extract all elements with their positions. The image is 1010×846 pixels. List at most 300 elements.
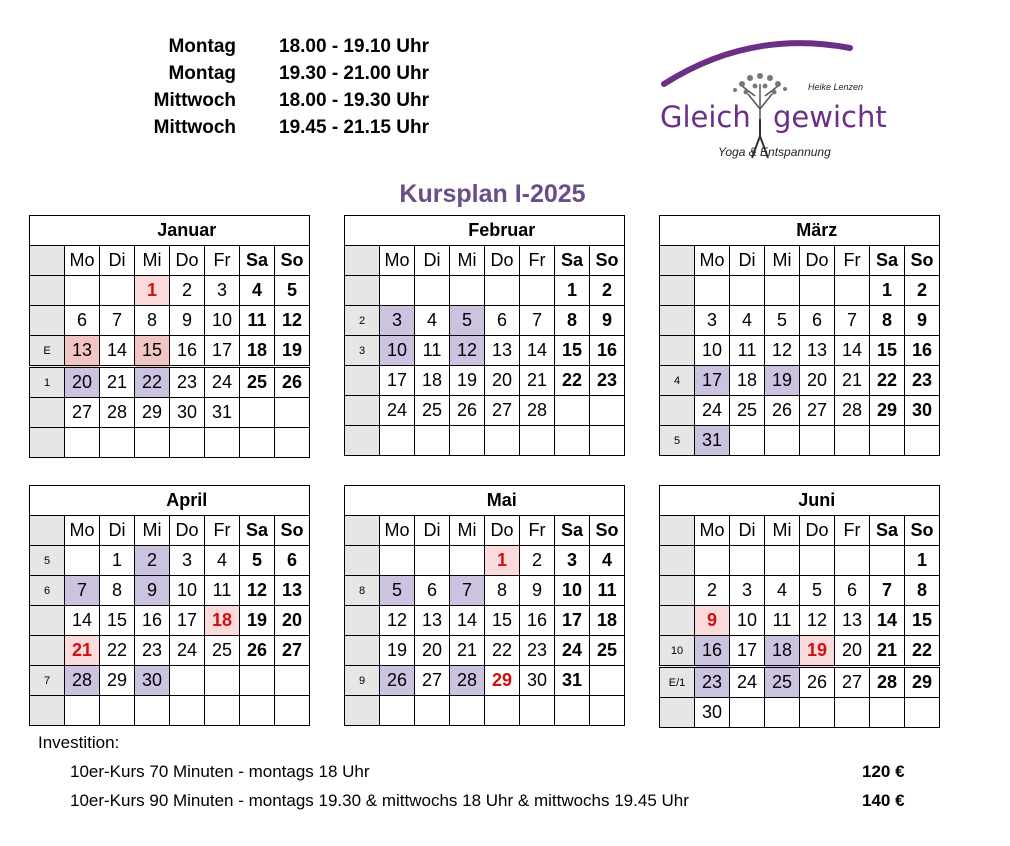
- month-name: Januar: [65, 216, 310, 246]
- course-week-number: [345, 696, 380, 726]
- calendar-day: 2: [695, 576, 730, 606]
- calendar-day: [380, 696, 415, 726]
- course-week-number: [660, 336, 695, 366]
- calendar-day: 7: [870, 576, 905, 606]
- weekday-header: So: [905, 246, 940, 276]
- calendar-day: 7: [100, 306, 135, 336]
- calendar-day: 13: [835, 606, 870, 636]
- course-week-number: [30, 276, 65, 306]
- calendar-day: 16: [590, 336, 625, 366]
- calendar-day: 26: [240, 636, 275, 666]
- course-week-number: 10: [660, 636, 695, 667]
- weekday-header: Sa: [555, 246, 590, 276]
- weekday-header: Fr: [205, 516, 240, 546]
- calendar-day: 13: [485, 336, 520, 366]
- calendar-day: 20: [485, 366, 520, 396]
- course-week-number: [660, 606, 695, 636]
- calendar-day: [730, 276, 765, 306]
- weekday-header: Do: [800, 246, 835, 276]
- weekday-header: Di: [415, 516, 450, 546]
- calendar-day: [870, 698, 905, 728]
- course-week-number: [345, 546, 380, 576]
- calendar-day: [415, 696, 450, 726]
- calendar-day: [905, 698, 940, 728]
- brand-logo: [660, 34, 900, 164]
- calendar-day: 1: [135, 276, 170, 306]
- calendar-day: 29: [135, 398, 170, 428]
- course-week-number: [660, 306, 695, 336]
- calendar-day: 13: [275, 576, 310, 606]
- calendar-day: [520, 276, 555, 306]
- calendar-day: 17: [555, 606, 590, 636]
- course-week-number: E/1: [660, 667, 695, 698]
- calendar-day: 4: [205, 546, 240, 576]
- calendar-day: 24: [380, 396, 415, 426]
- calendar-day: 20: [800, 366, 835, 396]
- weekday-header: Mi: [450, 516, 485, 546]
- schedule-day: Montag: [168, 63, 236, 84]
- calendar-day: 3: [555, 546, 590, 576]
- calendar-day: 9: [695, 606, 730, 636]
- calendar-day: [170, 666, 205, 696]
- calendar-day: [800, 276, 835, 306]
- month-calendar-juni: [659, 485, 940, 728]
- schedule-time: 19.45 - 21.15 Uhr: [279, 117, 429, 138]
- weekday-header: Do: [485, 516, 520, 546]
- calendar-day: 23: [590, 366, 625, 396]
- month-calendar-mai: [344, 485, 625, 726]
- calendar-day: 19: [450, 366, 485, 396]
- calendar-day: 18: [730, 366, 765, 396]
- weekday-header: Mi: [450, 246, 485, 276]
- weekday-header: Di: [730, 246, 765, 276]
- calendar-day: 9: [905, 306, 940, 336]
- calendar-day: 12: [765, 336, 800, 366]
- calendar-day: [275, 398, 310, 428]
- calendar-day: [65, 276, 100, 306]
- calendar-day: [170, 428, 205, 458]
- course-week-number: [660, 276, 695, 306]
- investment-label: Investition:: [38, 733, 120, 752]
- calendar-day: 20: [65, 367, 100, 398]
- calendar-day: 10: [205, 306, 240, 336]
- course-week-number: 1: [30, 367, 65, 398]
- course-week-number: [345, 606, 380, 636]
- course-week-number: E: [30, 336, 65, 367]
- month-name: Juni: [695, 486, 940, 516]
- calendar-day: [765, 546, 800, 576]
- calendar-day: 17: [170, 606, 205, 636]
- calendar-day: 17: [730, 636, 765, 667]
- calendar-day: 23: [905, 366, 940, 396]
- calendar-day: [765, 426, 800, 456]
- week-number-header: [660, 246, 695, 276]
- calendar-day: [590, 396, 625, 426]
- weekday-header: Do: [170, 246, 205, 276]
- calendar-day: 25: [205, 636, 240, 666]
- month-header-spacer: [30, 216, 65, 246]
- weekday-header: So: [590, 516, 625, 546]
- calendar-day: 16: [170, 336, 205, 367]
- calendar-day: 12: [275, 306, 310, 336]
- calendar-day: [450, 696, 485, 726]
- month-name: Februar: [380, 216, 625, 246]
- calendar-day: 14: [100, 336, 135, 367]
- weekday-header: Di: [100, 246, 135, 276]
- calendar-day: [135, 428, 170, 458]
- calendar-day: 8: [100, 576, 135, 606]
- calendar-day: 11: [730, 336, 765, 366]
- calendar-day: 6: [275, 546, 310, 576]
- calendar-day: [415, 546, 450, 576]
- calendar-day: [555, 426, 590, 456]
- calendar-day: [275, 428, 310, 458]
- calendar-day: 15: [870, 336, 905, 366]
- calendar-day: [380, 276, 415, 306]
- course-week-number: 4: [660, 366, 695, 396]
- weekday-header: Sa: [870, 246, 905, 276]
- calendar-day: 19: [765, 366, 800, 396]
- calendar-day: 16: [135, 606, 170, 636]
- calendar-day: 14: [65, 606, 100, 636]
- calendar-day: [695, 276, 730, 306]
- schedule-day: Montag: [168, 36, 236, 57]
- calendar-day: 1: [100, 546, 135, 576]
- calendar-day: [485, 276, 520, 306]
- calendar-day: 24: [555, 636, 590, 666]
- calendar-day: 11: [415, 336, 450, 366]
- calendar-day: 10: [380, 336, 415, 366]
- calendar-day: [590, 666, 625, 696]
- calendar-day: 20: [415, 636, 450, 666]
- calendar-day: 22: [135, 367, 170, 398]
- calendar-day: [450, 426, 485, 456]
- calendar-day: [100, 696, 135, 726]
- course-week-number: [345, 396, 380, 426]
- weekday-header: So: [590, 246, 625, 276]
- weekday-header: Do: [170, 516, 205, 546]
- calendar-day: 28: [870, 667, 905, 698]
- month-calendar-april: [29, 485, 310, 726]
- weekday-header: Do: [485, 246, 520, 276]
- calendar-day: 27: [415, 666, 450, 696]
- calendar-day: 10: [170, 576, 205, 606]
- calendar-day: [835, 698, 870, 728]
- calendar-day: 13: [800, 336, 835, 366]
- calendar-day: [100, 428, 135, 458]
- calendar-day: [380, 546, 415, 576]
- calendar-day: [65, 428, 100, 458]
- calendar-day: 8: [485, 576, 520, 606]
- calendar-day: 4: [730, 306, 765, 336]
- calendar-day: 7: [65, 576, 100, 606]
- schedule-time: 18.00 - 19.30 Uhr: [279, 90, 429, 111]
- calendar-day: [380, 426, 415, 456]
- month-calendar-märz: [659, 215, 940, 456]
- calendar-day: 3: [380, 306, 415, 336]
- calendar-day: [135, 696, 170, 726]
- weekday-header: Mo: [65, 246, 100, 276]
- calendar-day: 7: [520, 306, 555, 336]
- calendar-day: 30: [170, 398, 205, 428]
- calendar-day: [695, 546, 730, 576]
- calendar-day: [240, 696, 275, 726]
- calendar-day: 15: [100, 606, 135, 636]
- calendar-day: 15: [135, 336, 170, 367]
- schedule-day: Mittwoch: [153, 117, 236, 138]
- calendar-day: [800, 426, 835, 456]
- calendar-day: [450, 276, 485, 306]
- course-week-number: [30, 636, 65, 666]
- calendar-day: 25: [765, 667, 800, 698]
- calendar-day: 29: [100, 666, 135, 696]
- calendar-day: [65, 696, 100, 726]
- course-week-number: 7: [30, 666, 65, 696]
- calendar-day: 31: [555, 666, 590, 696]
- calendar-day: [205, 696, 240, 726]
- calendar-day: 27: [275, 636, 310, 666]
- calendar-day: 22: [905, 636, 940, 667]
- weekday-header: Di: [730, 516, 765, 546]
- calendar-day: 23: [695, 667, 730, 698]
- calendar-day: 14: [520, 336, 555, 366]
- calendar-day: [415, 276, 450, 306]
- calendar-day: 25: [415, 396, 450, 426]
- calendar-day: [275, 666, 310, 696]
- calendar-day: 24: [695, 396, 730, 426]
- calendar-day: 4: [240, 276, 275, 306]
- calendar-day: 5: [380, 576, 415, 606]
- calendar-day: [835, 276, 870, 306]
- calendar-day: 19: [240, 606, 275, 636]
- calendar-day: 13: [65, 336, 100, 367]
- calendar-day: [65, 546, 100, 576]
- week-number-header: [660, 516, 695, 546]
- calendar-day: [520, 426, 555, 456]
- calendar-day: 19: [275, 336, 310, 367]
- calendar-day: [905, 426, 940, 456]
- calendar-day: 6: [800, 306, 835, 336]
- calendar-day: 8: [905, 576, 940, 606]
- calendar-day: 1: [905, 546, 940, 576]
- weekday-header: So: [905, 516, 940, 546]
- calendar-day: [590, 426, 625, 456]
- weekday-header: Mi: [765, 516, 800, 546]
- calendar-day: [730, 426, 765, 456]
- week-number-header: [30, 516, 65, 546]
- calendar-day: 25: [240, 367, 275, 398]
- calendar-day: 3: [730, 576, 765, 606]
- calendar-day: 19: [800, 636, 835, 667]
- calendar-day: [170, 696, 205, 726]
- calendar-day: 16: [520, 606, 555, 636]
- calendar-day: 31: [205, 398, 240, 428]
- calendar-day: 12: [450, 336, 485, 366]
- calendar-day: 28: [835, 396, 870, 426]
- investment-item-price: 140 €: [862, 791, 905, 810]
- calendar-day: [240, 428, 275, 458]
- calendar-day: 19: [380, 636, 415, 666]
- calendar-day: [450, 546, 485, 576]
- weekday-header: Sa: [870, 516, 905, 546]
- week-number-header: [345, 516, 380, 546]
- calendar-day: [800, 698, 835, 728]
- calendar-day: 11: [240, 306, 275, 336]
- weekday-header: Fr: [520, 246, 555, 276]
- month-header-spacer: [660, 216, 695, 246]
- schedule-time: 18.00 - 19.10 Uhr: [279, 36, 429, 57]
- calendar-day: 23: [135, 636, 170, 666]
- calendar-day: 20: [275, 606, 310, 636]
- weekday-header: Mo: [65, 516, 100, 546]
- calendar-day: 23: [520, 636, 555, 666]
- weekday-header: Mo: [380, 246, 415, 276]
- calendar-day: 12: [240, 576, 275, 606]
- calendar-day: 24: [205, 367, 240, 398]
- weekday-header: So: [275, 516, 310, 546]
- calendar-day: 4: [590, 546, 625, 576]
- calendar-day: [835, 546, 870, 576]
- investment-item-text: 10er-Kurs 90 Minuten - montags 19.30 & mittwochs 18 Uhr & mittwochs 19.45 Uhr: [70, 791, 689, 810]
- calendar-day: 2: [905, 276, 940, 306]
- course-week-number: 5: [30, 546, 65, 576]
- weekday-header: Mo: [380, 516, 415, 546]
- calendar-day: [240, 666, 275, 696]
- course-week-number: 2: [345, 306, 380, 336]
- calendar-day: 18: [205, 606, 240, 636]
- calendar-day: [590, 696, 625, 726]
- calendar-day: 26: [765, 396, 800, 426]
- calendar-day: 12: [800, 606, 835, 636]
- calendar-day: 6: [415, 576, 450, 606]
- calendar-day: 31: [695, 426, 730, 456]
- calendar-day: 7: [835, 306, 870, 336]
- calendar-day: 11: [765, 606, 800, 636]
- course-week-number: [345, 426, 380, 456]
- weekday-header: Sa: [555, 516, 590, 546]
- weekday-header: Fr: [205, 246, 240, 276]
- course-week-number: 3: [345, 336, 380, 366]
- weekday-header: Mi: [135, 516, 170, 546]
- calendar-day: 6: [835, 576, 870, 606]
- calendar-day: 21: [450, 636, 485, 666]
- calendar-day: 9: [590, 306, 625, 336]
- month-name: April: [65, 486, 310, 516]
- calendar-day: 22: [485, 636, 520, 666]
- calendar-day: 17: [205, 336, 240, 367]
- calendar-day: 29: [905, 667, 940, 698]
- logo-name-left: Gleich: [660, 100, 751, 134]
- schedule-time: 19.30 - 21.00 Uhr: [279, 63, 429, 84]
- calendar-day: 10: [695, 336, 730, 366]
- weekday-header: Fr: [835, 246, 870, 276]
- calendar-day: 21: [65, 636, 100, 666]
- weekday-header: Di: [415, 246, 450, 276]
- calendar-day: 11: [205, 576, 240, 606]
- calendar-day: 26: [800, 667, 835, 698]
- calendar-day: [205, 666, 240, 696]
- calendar-day: 28: [65, 666, 100, 696]
- calendar-day: 6: [485, 306, 520, 336]
- calendar-day: 21: [520, 366, 555, 396]
- course-week-number: 5: [660, 426, 695, 456]
- calendar-day: [415, 426, 450, 456]
- course-week-number: [345, 366, 380, 396]
- calendar-day: 5: [275, 276, 310, 306]
- calendar-day: 18: [590, 606, 625, 636]
- calendar-day: 3: [695, 306, 730, 336]
- calendar-day: 2: [520, 546, 555, 576]
- calendar-day: 15: [905, 606, 940, 636]
- investment-item-text: 10er-Kurs 70 Minuten - montags 18 Uhr: [70, 762, 370, 781]
- calendar-day: 15: [555, 336, 590, 366]
- course-week-number: [30, 696, 65, 726]
- calendar-day: 29: [870, 396, 905, 426]
- page-title: Kursplan I-2025: [399, 180, 586, 208]
- calendar-day: [485, 696, 520, 726]
- calendar-day: 13: [415, 606, 450, 636]
- calendar-day: 4: [765, 576, 800, 606]
- weekday-header: Sa: [240, 516, 275, 546]
- calendar-day: 29: [485, 666, 520, 696]
- month-header-spacer: [345, 486, 380, 516]
- calendar-day: 8: [870, 306, 905, 336]
- course-week-number: [660, 546, 695, 576]
- calendar-day: [870, 546, 905, 576]
- course-week-number: [345, 276, 380, 306]
- calendar-day: 26: [275, 367, 310, 398]
- calendar-day: 16: [695, 636, 730, 667]
- calendar-day: 27: [835, 667, 870, 698]
- week-number-header: [345, 246, 380, 276]
- calendar-day: 15: [485, 606, 520, 636]
- calendar-day: 28: [520, 396, 555, 426]
- calendar-day: [870, 426, 905, 456]
- calendar-day: 28: [450, 666, 485, 696]
- month-name: Mai: [380, 486, 625, 516]
- calendar-day: 26: [450, 396, 485, 426]
- logo-tagline: Yoga & Entspannung: [718, 145, 831, 159]
- week-number-header: [30, 246, 65, 276]
- calendar-day: 27: [65, 398, 100, 428]
- calendar-day: 24: [730, 667, 765, 698]
- month-header-spacer: [660, 486, 695, 516]
- course-week-number: [660, 698, 695, 728]
- calendar-day: [275, 696, 310, 726]
- calendar-day: 10: [555, 576, 590, 606]
- calendar-day: 2: [135, 546, 170, 576]
- calendar-day: 18: [765, 636, 800, 667]
- course-week-number: [660, 396, 695, 426]
- logo-name-right: gewicht: [773, 100, 887, 134]
- calendar-day: 21: [100, 367, 135, 398]
- calendar-day: [555, 396, 590, 426]
- calendar-day: 20: [835, 636, 870, 667]
- calendar-day: 21: [835, 366, 870, 396]
- calendar-day: 7: [450, 576, 485, 606]
- calendar-day: 22: [555, 366, 590, 396]
- calendar-day: 17: [380, 366, 415, 396]
- course-week-number: [30, 428, 65, 458]
- calendar-day: 8: [555, 306, 590, 336]
- calendar-day: 11: [590, 576, 625, 606]
- calendar-day: 30: [135, 666, 170, 696]
- calendar-day: 25: [590, 636, 625, 666]
- month-calendar-februar: [344, 215, 625, 456]
- calendar-day: 21: [870, 636, 905, 667]
- calendar-day: 6: [65, 306, 100, 336]
- calendar-day: [730, 546, 765, 576]
